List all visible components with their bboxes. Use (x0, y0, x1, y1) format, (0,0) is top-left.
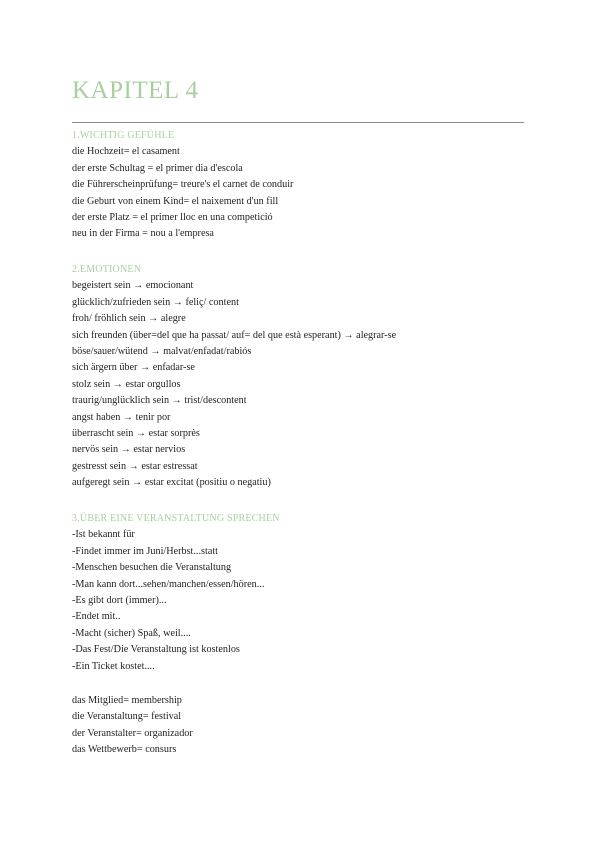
vocabulary-line: die Geburt von einem Kind= el naixement d'un fill (72, 195, 279, 207)
phrase-line: -Ein Ticket kostet.... (72, 660, 155, 672)
section-event-talk (72, 511, 542, 675)
vocabulary-line: stolz sein → estar orgullos (72, 378, 181, 390)
section-heading: 3.ÜBER EINE VERANSTALTUNG SPRECHEN (72, 513, 280, 524)
vocabulary-line: der erste Platz = el primer lloc en una competició (72, 212, 273, 224)
phrase-line: -Endet mit.. (72, 611, 121, 623)
vocabulary-line: neu in der Firma = nou a l'empresa (72, 228, 214, 240)
vocabulary-line: böse/sauer/wütend → malvat/enfadat/rabiós (72, 346, 252, 358)
section-heading: 1.WICHTIG GEFÜHLE (72, 130, 175, 141)
phrase-list (72, 527, 542, 675)
title-divider (72, 122, 524, 123)
vocabulary-list (72, 144, 542, 242)
section-emotions (72, 262, 542, 492)
vocabulary-line: das Mitglied= membership (72, 695, 182, 706)
vocabulary-line: aufgeregt sein → estar excitat (positiu o negatiu) (72, 477, 271, 489)
vocabulary-line: die Führerscheinprüfung= treure's el carnet de conduir (72, 179, 294, 191)
vocabulary-line: froh/ fröhlich sein → alegre (72, 313, 186, 325)
vocabulary-line: der Veranstalter= organizador (72, 727, 193, 739)
vocabulary-line: begeistert sein → emocionant (72, 280, 194, 292)
vocabulary-line: die Veranstaltung= festival (72, 711, 182, 723)
section-heading: 2.EMOTIONEN (72, 264, 142, 275)
vocabulary-line: glücklich/zufrieden sein → feliç/ content (72, 296, 239, 308)
vocabulary-line: das Wettbewerb= consurs (72, 744, 177, 756)
phrase-line: -Macht (sicher) Spaß, weil.... (72, 627, 191, 639)
vocabulary-list (72, 693, 542, 759)
vocabulary-line: der erste Schultag = el primer dia d'escola (72, 162, 243, 174)
vocabulary-line: die Hochzeit= el casament (72, 146, 180, 158)
phrase-line: -Das Fest/Die Veranstaltung ist kostenlos (72, 644, 240, 656)
phrase-line: -Ist bekannt für (72, 529, 135, 541)
vocabulary-line: überrascht sein → estar sorprès (72, 428, 200, 440)
vocabulary-list (72, 278, 542, 491)
phrase-line: -Es gibt dort (immer)... (72, 595, 167, 607)
page-title: KAPITEL 4 (72, 77, 199, 104)
vocabulary-line: sich freunden (über=del que ha passat/ auf= del que està esperant) → alegrar-se (72, 329, 397, 341)
phrase-line: -Menschen besuchen die Veranstaltung (72, 562, 232, 574)
vocabulary-line: sich ärgern über → enfadar-se (72, 362, 195, 374)
vocabulary-line: nervös sein → estar nervios (72, 444, 186, 456)
phrase-line: -Findet immer im Juni/Herbst...statt (72, 545, 219, 557)
section-important-feelings (72, 128, 542, 243)
vocabulary-line: angst haben → tenir por (72, 411, 171, 423)
phrase-line: -Man kann dort...sehen/manchen/essen/hören... (72, 578, 265, 590)
section-event-vocabulary (72, 693, 542, 759)
vocabulary-line: gestresst sein → estar estressat (72, 460, 198, 472)
vocabulary-line: traurig/unglücklich sein → trist/descontent (72, 395, 247, 407)
